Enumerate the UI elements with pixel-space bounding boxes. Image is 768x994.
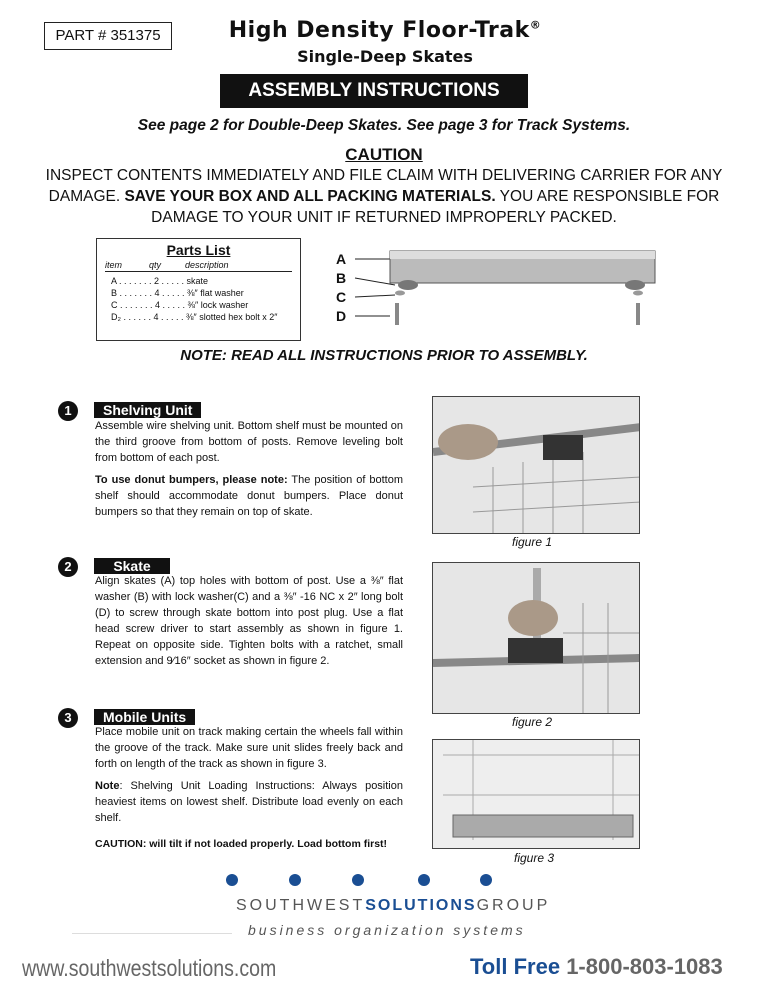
subtitle: Single-Deep Skates (297, 47, 473, 66)
parts-row: C . . . . . . . 4 . . . . . ⅜″ lock washer (111, 300, 249, 310)
step-3-note (95, 778, 403, 826)
step-3-number: 3 (58, 708, 78, 728)
parts-row: D₂ . . . . . . 4 . . . . . ⅜″ slotted hex bolt x 2″ (111, 312, 278, 322)
logo-dot (418, 874, 430, 886)
read-instructions-note: NOTE: READ ALL INSTRUCTIONS PRIOR TO ASSEMBLY. (180, 347, 588, 364)
logo-dot (226, 874, 238, 886)
page-title (180, 18, 590, 43)
col-qty: qty (149, 260, 162, 270)
step-2-title: Skate (94, 558, 170, 574)
step-1-body (95, 418, 403, 526)
tagline: business organization systems (248, 922, 526, 938)
caution-text-2: YOU ARE RESPONSIBLE FOR DAMAGE TO YOUR UNIT IF RETURNED IMPROPERLY PACKED. (151, 188, 720, 226)
caution-text (40, 165, 728, 228)
caution-heading: CAUTION (345, 145, 423, 164)
part-number: PART # 351375 (44, 22, 172, 50)
step-2-body: Align skates (A) top holes with bottom of post. Use a ⅜″ flat washer (B) with lock washer(C) and a ⅜″ -16 NC x 2″ long bolt (D) to screw through skate bottom into post plug. Use a flat head screw driver to start assembly as shown in figure 1. Repeat on opposite side. Tighten bolts with a ratchet, small extension and 9⁄16″ socket as shown in figure 2. (95, 575, 403, 667)
divider (72, 933, 232, 934)
figure-1-photo (432, 396, 640, 534)
caution-bold: SAVE YOUR BOX AND ALL PACKING MATERIALS. (124, 188, 496, 205)
step-3-bold: Note (95, 780, 120, 792)
caution-text-1: INSPECT CONTENTS IMMEDIATELY AND FILE CLAIM WITH DELIVERING CARRIER FOR ANY DAMAGE. (45, 167, 723, 205)
see-pages-note: See page 2 for Double-Deep Skates. See page 3 for Track Systems. (137, 117, 631, 134)
step-1-title: Shelving Unit (94, 402, 201, 418)
trademark: ® (529, 18, 542, 32)
logo-part-1: SOUTHWEST (236, 897, 366, 914)
logo-dot (289, 874, 301, 886)
company-logo (236, 897, 550, 915)
step-3-caution: CAUTION: will tilt if not loaded properly. Load bottom first! (95, 838, 388, 850)
figure-2-photo (432, 562, 640, 714)
diagram-labels (336, 250, 346, 326)
logo-part-2: SOLUTIONS (365, 897, 477, 914)
logo-dot (352, 874, 364, 886)
figure-3-photo (432, 739, 640, 849)
toll-free-phone (470, 954, 723, 980)
label-c: C (336, 289, 347, 305)
logo-part-3: GROUP (476, 897, 551, 914)
col-item: item (105, 260, 123, 270)
instructions-banner: ASSEMBLY INSTRUCTIONS (220, 74, 528, 108)
figure-3-caption: figure 3 (514, 851, 555, 865)
step-2-number: 2 (58, 557, 78, 577)
step-3-text2: : Shelving Unit Loading Instructions: Always position heaviest items on lowest shelf. Distribute load evenly on each shelf. (95, 780, 403, 824)
parts-list-header (105, 260, 292, 272)
parts-list (96, 238, 301, 341)
step-1-bold: To use donut bumpers, please note: (95, 474, 288, 486)
step-1-text: Assemble wire shelving unit. Bottom shelf must be mounted on the third groove from bottom of posts. Remove leveling bolt from bottom of each post. (95, 420, 403, 464)
parts-list-title: Parts List (166, 242, 231, 258)
label-d: D (336, 308, 347, 324)
parts-row: B . . . . . . . 4 . . . . . ⅜″ flat washer (111, 288, 244, 298)
step-1-text2: The position of bottom shelf should accommodate donut bumpers. Place donut bumpers so that they remain on top of skate. (95, 474, 403, 518)
logo-dot (480, 874, 492, 886)
website[interactable]: www.southwestsolutions.com (22, 955, 277, 981)
label-a: A (336, 251, 347, 267)
label-b: B (336, 270, 347, 286)
phone-number: 1-800-803-1083 (566, 954, 723, 979)
skate-diagram (350, 245, 660, 335)
parts-row: A . . . . . . . 2 . . . . . skate (111, 276, 209, 286)
toll-free-label: Toll Free (470, 954, 561, 979)
figure-1-caption: figure 1 (512, 535, 553, 549)
step-1-number: 1 (58, 401, 78, 421)
figure-2-caption: figure 2 (512, 715, 553, 729)
col-description: description (185, 260, 229, 270)
step-1-donut (95, 472, 403, 520)
title-text: High Density Floor-Trak (228, 18, 530, 43)
step-3-title: Mobile Units (94, 709, 195, 725)
step-3-body (95, 724, 403, 858)
step-3-text: Place mobile unit on track making certain the wheels fall within the groove of the track. Make sure unit slides freely back and forth on length of the track as shown in figure 3. (95, 726, 403, 770)
